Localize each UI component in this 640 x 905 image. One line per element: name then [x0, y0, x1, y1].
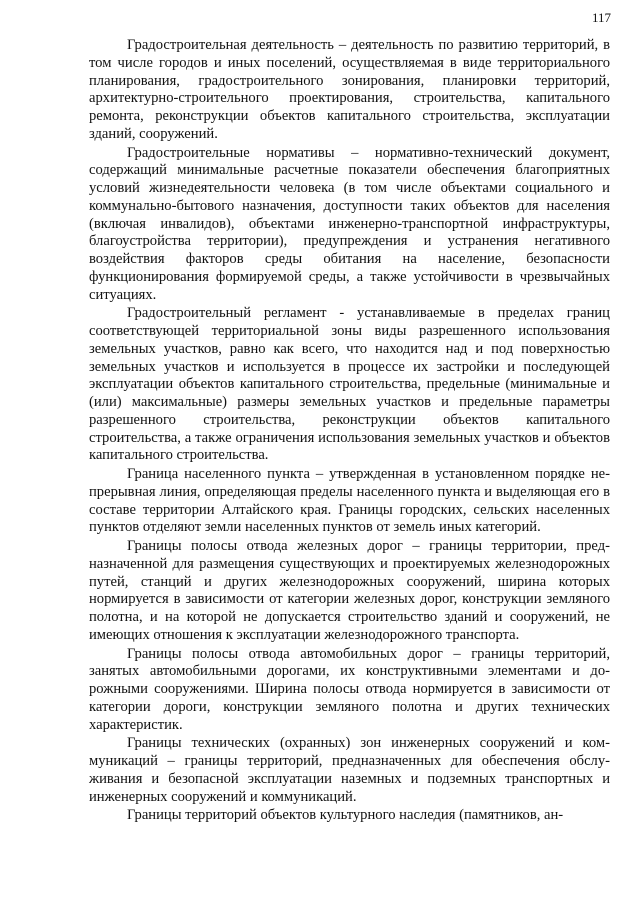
paragraph-settlement-boundary: Граница населенного пункта – утвержденная в установленном порядке непрерывная линия, определяющая пределы населенного пункта и выделяющая его в составе территории Алтайского края. Границы городских, сельских населенных пунктов отделяют земли населенных пунктов от земель иных категорий.	[89, 466, 610, 536]
paragraph-urban-planning-regulation: Градостроительный регламент - устанавливаемые в пределах границ соответствующей территориальной зоны виды разрешенного использования земельных участков, равно как всего, что находится над и под поверхностью земельных участков и используется в процессе их застройки и последующей эксплуатации объектов капитального строительства, предельные (минимальные и (или) максимальные) размеры земельных участков и предельные параметры разрешенного строительства, реконструкции объектов капитального строительства, а также ограничения использования земельных участков и объектов капитального строительства.	[89, 305, 610, 464]
paragraph-urban-planning-standards: Градостроительные нормативы – нормативно-технический документ, содержащий минимальные расчетные показатели обеспечения благоприятных условий жизнедеятельности человека (в том числе объектами социального и коммунально-бытового назначения, доступности таких объектов для населения (включая инвалидов), объектами инженерно-транспортной инфраструктуры, благоустройства территории), предупреждения и устранения негативного воздействия факторов среды обитания на население, безопасности функционирования формируемой среды, а также устойчивости в чрезвычайных ситуациях.	[89, 144, 610, 303]
document-body	[89, 37, 610, 825]
paragraph-technical-protection-zones: Границы технических (охранных) зон инженерных сооружений и коммуникаций – границы территорий, предназначенных для обеспечения обслуживания и безопасной эксплуатации наземных и подземных транспортных и инженерных сооружений и коммуникаций.	[89, 735, 610, 805]
paragraph-urban-planning-activity: Градостроительная деятельность – деятельность по развитию территорий, в том числе городов и иных поселений, осуществляемая в виде территориального планирования, градостроительного зонирования, планировки территорий, архитектурно-строительного проектирования, строительства, капитального ремонта, реконструкции объектов капитального строительства, эксплуатации зданий, сооружений.	[89, 37, 610, 142]
paragraph-cultural-heritage-territories: Границы территорий объектов культурного наследия (памятников, ан-	[127, 807, 564, 824]
paragraph-railway-right-of-way: Границы полосы отвода железных дорог – границы территории, предназначенной для размещения существующих и проектируемых железнодорожных путей, станций и других железнодорожных сооружений, ширина которых нормируется в зависимости от категории железных дорог, конструкции земляного полотна, и на которой не допускается строительство зданий и сооружений, не имеющих отношения к эксплуатации железнодорожного транспорта.	[89, 538, 610, 643]
page-number: 117	[591, 10, 611, 25]
paragraph-road-right-of-way: Границы полосы отвода автомобильных дорог – границы территорий, занятых автомобильными дорогами, их конструктивными элементами и дорожными сооружениями. Ширина полосы отвода нормируется в зависимости от категории дороги, конструкции земляного полотна и других технических характеристик.	[89, 645, 610, 733]
